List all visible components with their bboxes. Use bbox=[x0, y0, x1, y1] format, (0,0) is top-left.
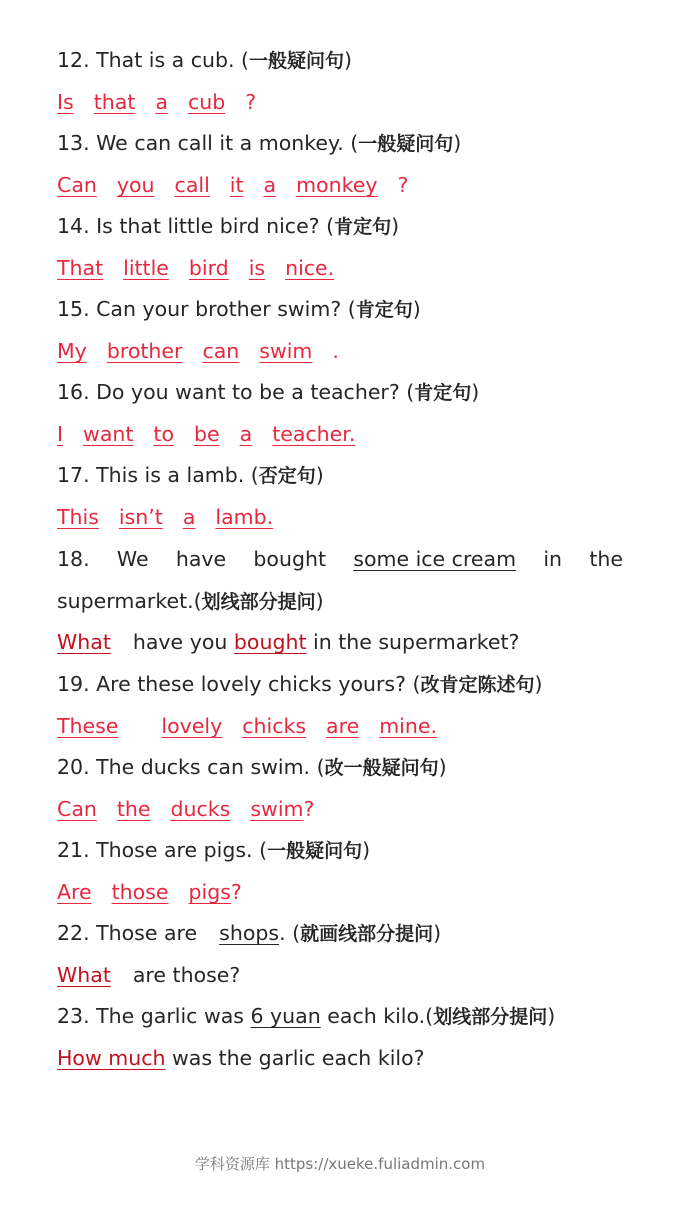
answer-18: What have you bought in the supermarket? bbox=[57, 630, 520, 654]
answer-16: I want to be a teacher. bbox=[57, 422, 356, 446]
question-13: 13. We can call it a monkey. (一般疑问句) bbox=[57, 131, 462, 155]
question-16: 16. Do you want to be a teacher? (肯定句) bbox=[57, 380, 480, 404]
answer-12: Is that a cub ? bbox=[57, 90, 257, 114]
question-22: 22. Those are shops. (就画线部分提问) bbox=[57, 921, 442, 945]
question-21: 21. Those are pigs. (一般疑问句) bbox=[57, 838, 371, 862]
answer-15: My brother can swim . bbox=[57, 339, 339, 363]
answer-14: That little bird is nice. bbox=[57, 256, 335, 280]
answer-22: What are those? bbox=[57, 963, 241, 987]
footer-source: 学科资源库 https://xueke.fuliadmin.com bbox=[194, 1155, 486, 1173]
question-18-continued: supermarket.(划线部分提问) bbox=[57, 589, 324, 613]
question-20: 20. The ducks can swim. (改一般疑问句) bbox=[57, 755, 447, 779]
question-15: 15. Can your brother swim? (肯定句) bbox=[57, 297, 421, 321]
question-17: 17. This is a lamb. (否定句) bbox=[57, 463, 324, 487]
answer-13: Can you call it a monkey ? bbox=[57, 173, 409, 197]
answer-20: Can the ducks swim? bbox=[57, 797, 315, 821]
question-23: 23. The garlic was 6 yuan each kilo.(划线部分提问) bbox=[57, 1004, 556, 1028]
question-14: 14. Is that little bird nice? (肯定句) bbox=[57, 214, 400, 238]
answer-21: Are those pigs? bbox=[57, 880, 242, 904]
answer-23: How much was the garlic each kilo? bbox=[57, 1046, 425, 1070]
answer-19: These lovely chicks are mine. bbox=[57, 714, 437, 738]
question-19: 19. Are these lovely chicks yours? (改肯定陈述句) bbox=[57, 672, 543, 696]
question-18: 18. We have bought some ice cream in the bbox=[57, 547, 623, 571]
question-12: 12. That is a cub. (一般疑问句) bbox=[57, 48, 353, 72]
answer-17: This isn’t a lamb. bbox=[57, 505, 274, 529]
